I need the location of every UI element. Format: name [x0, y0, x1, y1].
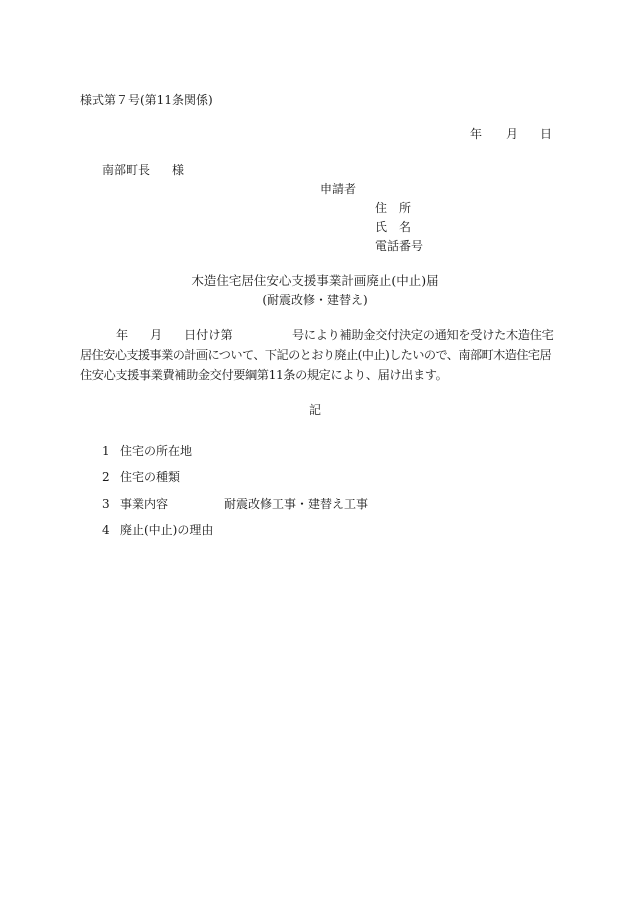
- item-label: 事業内容: [120, 497, 169, 511]
- item-label: 住宅の種類: [120, 470, 181, 484]
- body-line-3: 住安心支援事業費補助金交付要綱第11条の規定により、届け出ます。: [80, 368, 448, 382]
- item-label: 住宅の所在地: [120, 444, 193, 458]
- date-month-label: 月: [506, 127, 519, 141]
- body-date-prefix: 日付け第: [184, 328, 233, 342]
- applicant-name-label: 氏 名: [375, 220, 412, 234]
- addressee-name: 南部町長: [102, 163, 151, 177]
- body-year-label: 年: [116, 328, 129, 342]
- applicant-phone-label: 電話番号: [375, 239, 424, 253]
- applicant-heading: 申請者: [320, 182, 357, 196]
- addressee-honorific: 様: [172, 163, 185, 177]
- document-title: 木造住宅居住安心支援事業計画廃止(中止)届: [191, 273, 439, 288]
- item-number: 3: [102, 497, 110, 511]
- item-label: 廃止(中止)の理由: [120, 523, 214, 537]
- ki-heading: 記: [308, 403, 321, 417]
- item-number: 1: [102, 444, 110, 458]
- body-line-2: 居住安心支援事業の計画について、下記のとおり廃止(中止)したいので、南部町木造住宅居: [80, 348, 552, 362]
- item-value: 耐震改修工事・建替え工事: [224, 497, 369, 511]
- item-number: 4: [102, 523, 110, 537]
- applicant-address-label: 住 所: [375, 201, 412, 215]
- body-line-1-rest: 号により補助金交付決定の通知を受けた木造住宅: [292, 328, 554, 342]
- date-day-label: 日: [540, 127, 553, 141]
- date-year-label: 年: [470, 127, 483, 141]
- body-month-label: 月: [150, 328, 163, 342]
- item-number: 2: [102, 470, 110, 484]
- document-subtitle: (耐震改修・建替え): [262, 293, 368, 307]
- form-number: 様式第７号(第11条関係): [80, 93, 213, 107]
